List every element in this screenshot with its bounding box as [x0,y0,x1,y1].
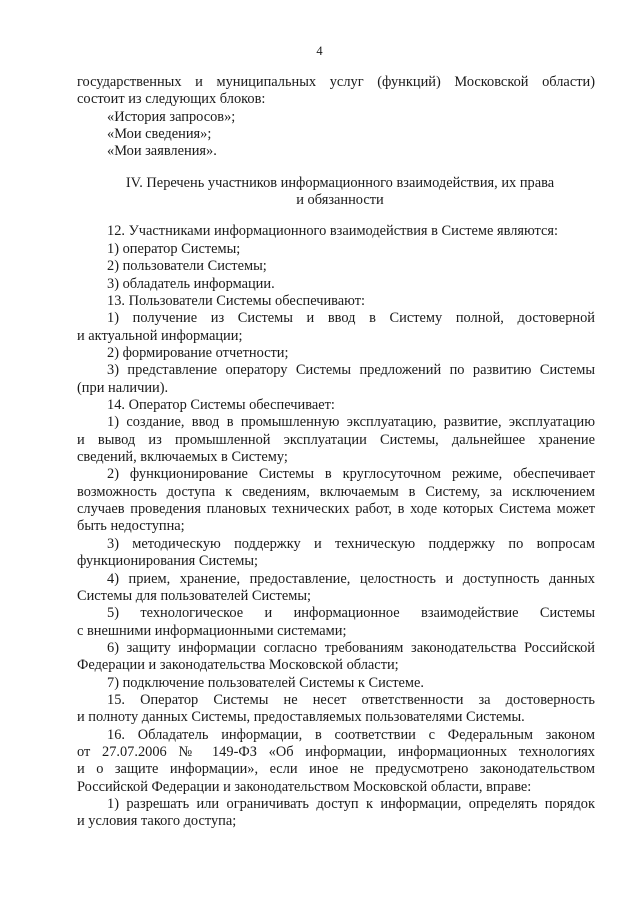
text-line: 1) получение из Системы и ввод в Систему полной, достоверной [107,310,595,327]
text-line: 3) обладатель информации. [107,275,275,292]
text-line: 1) создание, ввод в промышленную эксплуатацию, развитие, эксплуатацию [107,414,595,431]
text-line: и о защите информации», если иное не предусмотрено законодательством [77,761,595,778]
text-line: 2) пользователи Системы; [107,258,267,275]
text-line: 14. Оператор Системы обеспечивает: [107,397,335,413]
text-line: 12. Участниками информационного взаимодействия в Системе являются: [107,223,559,240]
text-line: 4) прием, хранение, предоставление, целостность и доступность данных [107,570,595,587]
text-line: 7) подключение пользователей Системы к Системе. [107,674,424,691]
text-line: 2) формирование отчетности; [107,344,289,361]
text-line: 3) методическую поддержку и техническую поддержку по вопросам [107,535,595,552]
text-line: государственных и муниципальных услуг (функций) Московской области) [77,74,595,90]
text-line: 1) разрешать или ограничивать доступ к информации, определять порядок [107,796,595,812]
text-line: «Мои заявления». [107,143,217,160]
text-line: случаев проведения плановых технических работ, в ходе которых Система может [77,501,595,518]
text-line: 2) функционирование Системы в круглосуточном режиме, обеспечивает [107,466,595,483]
text-line: и вывод из промышленной эксплуатации Системы, дальнейшее хранение [77,431,595,448]
text-line: 6) защиту информации согласно требованиям законодательства Российской [107,639,595,656]
text-line: от 27.07.2006 № 149-ФЗ «Об информации, информационных технологиях [77,744,595,760]
section-heading-line: и обязанности [296,192,384,209]
text-line: Системы для пользователей Системы; [77,587,312,604]
text-line: 3) представление оператору Системы предложений по развитию Системы [107,362,595,379]
text-line: Российской Федерации и законодательством Московской области, вправе: [77,778,532,795]
text-line: с внешними информационными системами; [77,622,347,639]
text-line: «Мои сведения»; [107,126,212,142]
text-line: состоит из следующих блоков: [77,91,266,108]
page-number: 4 [316,44,323,58]
text-line: и полноту данных Системы, предоставляемых пользователями Системы. [77,709,525,726]
text-line: (при наличии). [77,379,169,396]
text-line: сведений, включаемых в Систему; [77,449,288,465]
text-line: «История запросов»; [107,108,236,125]
text-line: и актуальной информации; [77,327,243,344]
text-line: возможность доступа к сведениям, включаемым в Систему, за исключением [77,483,595,500]
section-heading-line: IV. Перечень участников информационного взаимодействия, их права [125,174,555,191]
text-line: Федерации и законодательства Московской области; [77,657,399,674]
text-line: 1) оператор Системы; [107,240,241,257]
text-line: 16. Обладатель информации, в соответствии с Федеральным законом [107,726,595,743]
text-line: 13. Пользователи Системы обеспечивают: [107,292,366,309]
text-line: 5) технологическое и информационное взаимодействие Системы [107,605,595,622]
text-line: функционирования Системы; [77,553,258,570]
text-line: и условия такого доступа; [77,813,237,830]
text-line: 15. Оператор Системы не несет ответственности за достоверность [107,691,595,708]
text-line: быть недоступна; [77,518,185,535]
